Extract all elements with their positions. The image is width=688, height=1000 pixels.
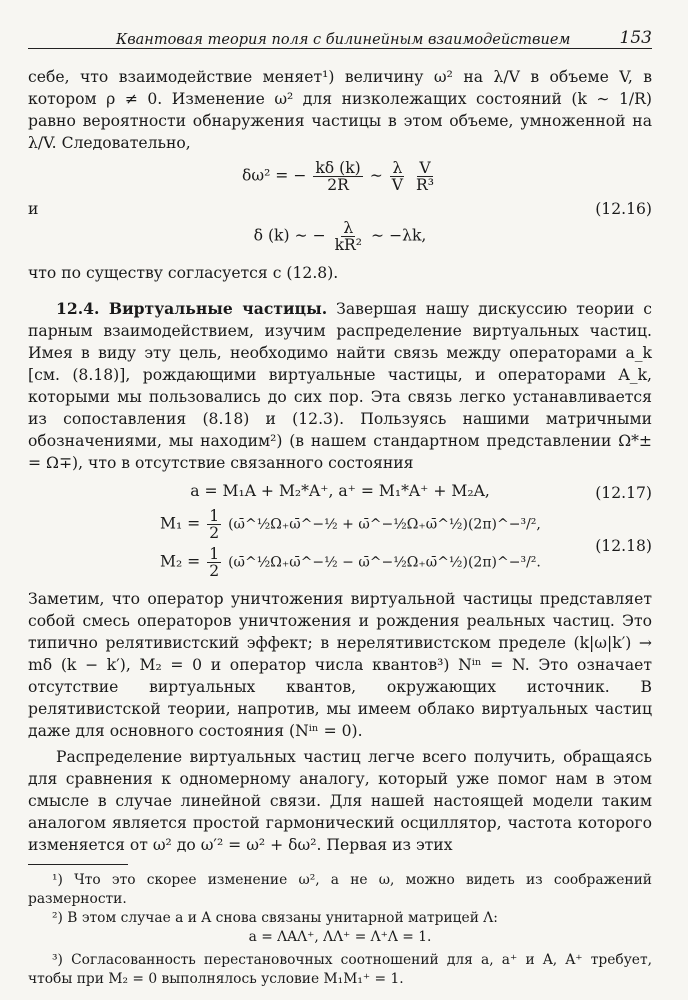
eq1218-line-2 xyxy=(28,546,652,584)
eq1-frac1-den: 2R xyxy=(327,176,349,194)
eq1-frac3-num: V xyxy=(419,159,431,177)
equation-delta-omega xyxy=(28,160,652,198)
paragraph-1: себе, что взаимодействие меняет¹) величину ω² на λ/V в объеме V, в котором ρ ≠ 0. Изменение ω² для низколежащих состояний (k ∼ 1/R) равно вероятности обнаружения частицы в этом объеме, умноженной на λ/V. Следовательно, xyxy=(28,68,652,152)
paragraph-3: Заметим, что оператор уничтожения виртуальной частицы представляет собой смесь операторов уничтожения и рождения реальных частиц. Это типично релятивистский эффект; в нерелятивистском пределе (k|ω|k′) → mδ (k − k′), M₂ = 0 и оператор числа квантов³) Nⁱⁿ = N. Это означает отсутствие виртуальных квантов, окружающих источник. В релятивистской теории, напротив, мы имеем облако виртуальных частиц даже для основного состояния (Nⁱⁿ = 0). xyxy=(28,590,652,740)
equation-delta-k xyxy=(28,220,652,258)
eq1218-line1-half-den: 2 xyxy=(209,524,220,542)
and-line xyxy=(28,198,652,220)
page-body xyxy=(28,66,652,989)
running-header xyxy=(28,22,652,49)
footnote-3: ³) Согласованность перестановочных соотношений для a, a⁺ и A, A⁺ требует, чтобы при M₂ = 0 выполнялось условие M₁M₁⁺ = 1. xyxy=(28,952,652,987)
eq1-frac2-num: λ xyxy=(392,159,403,177)
eq1-frac-2 xyxy=(390,160,405,193)
eq1217-body: a = M₁A + M₂*A⁺, a⁺ = M₁*A⁺ + M₂A, xyxy=(190,482,490,500)
eq1218-line2-rhs: (ω̄^½Ω₊ω̄^−½ − ω̄^−½Ω₊ω̄^½)(2π)^−³/². xyxy=(228,554,541,571)
page-number: 153 xyxy=(619,28,652,48)
footnote-rule xyxy=(28,864,128,865)
section-12-4-paragraph xyxy=(28,298,652,474)
header-title: Квантовая теория поля с билинейным взаимодействием xyxy=(116,32,571,48)
eq2-frac xyxy=(333,220,364,253)
eq2-lhs: δ (k) ∼ − xyxy=(253,226,326,245)
eq1-frac3-den: R³ xyxy=(416,176,435,194)
paragraph-4: Распределение виртуальных частиц легче всего получить, обращаясь для сравнения к одномерному аналогу, который уже помог нам в этом смысле в случае линейной связи. Для нашей настоящей модели таким аналогом является простой гармонический осциллятор, частота которого изменяется от ω² до ω′² = ω² + δω². Первая из этих xyxy=(28,748,652,854)
footnote-2: ²) В этом случае a и A снова связаны унитарной матрицей Λ: xyxy=(52,910,498,926)
equation-number-12-16: (12.16) xyxy=(595,200,652,218)
eq1-lhs: δω² = − xyxy=(241,166,307,185)
eq1218-line2-half xyxy=(207,546,221,579)
eq1218-line2-half-num: 1 xyxy=(209,545,220,563)
eq1-frac2-den: V xyxy=(391,176,404,194)
eq1-frac-3 xyxy=(414,160,436,193)
footnote-2-equation: a = ΛAΛ⁺, ΛΛ⁺ = Λ⁺Λ = 1. xyxy=(248,929,432,945)
eq2-frac-den: kR² xyxy=(334,236,363,254)
and-word: и xyxy=(28,200,39,218)
paragraph-2: что по существу согласуется с (12.8). xyxy=(28,264,339,282)
footnote-1: ¹) Что это скорее изменение ω², а не ω, можно видеть из соображений размерности. xyxy=(28,872,652,907)
eq1218-line1-rhs: (ω̄^½Ω₊ω̄^−½ + ω̄^−½Ω₊ω̄^½)(2π)^−³/², xyxy=(228,516,541,533)
eq1218-line2-half-den: 2 xyxy=(209,562,220,580)
eq2-frac-num: λ xyxy=(343,219,354,237)
eq1218-line1-half-num: 1 xyxy=(209,507,220,525)
equation-number-12-17: (12.17) xyxy=(595,484,652,502)
equation-12-17 xyxy=(28,480,652,506)
equation-number-12-18: (12.18) xyxy=(595,537,652,555)
eq1218-line1-half xyxy=(207,508,221,541)
eq2-rhs: ∼ −λk, xyxy=(371,226,427,245)
equation-12-18 xyxy=(28,508,652,584)
section-heading: 12.4. Виртуальные частицы. xyxy=(56,299,328,318)
eq1-sim: ∼ xyxy=(369,166,383,185)
eq1-frac-1 xyxy=(313,160,362,193)
eq1218-line1-lhs: M₁ = xyxy=(160,514,206,533)
eq1218-line-1 xyxy=(28,508,652,546)
eq1-frac1-num: kδ (k) xyxy=(315,159,361,177)
eq1218-line2-lhs: M₂ = xyxy=(160,552,206,571)
section-text: Завершая нашу дискуссию теории с парным взаимодействием, изучим распределение виртуальных частиц. Имея в виду эту цель, необходимо найти связь между операторами a_k [см. (8.18)], рождающими виртуальные частицы, и операторами A_k, которыми мы пользовались до сих пор. Эта связь легко устанавливается из сопоставления (8.18) и (12.3). Пользуясь нашими матричными обозначениями, мы находим²) (в нашем стандартном представлении Ω*± = Ω∓), что в отсутствие связанного состояния xyxy=(28,300,653,472)
